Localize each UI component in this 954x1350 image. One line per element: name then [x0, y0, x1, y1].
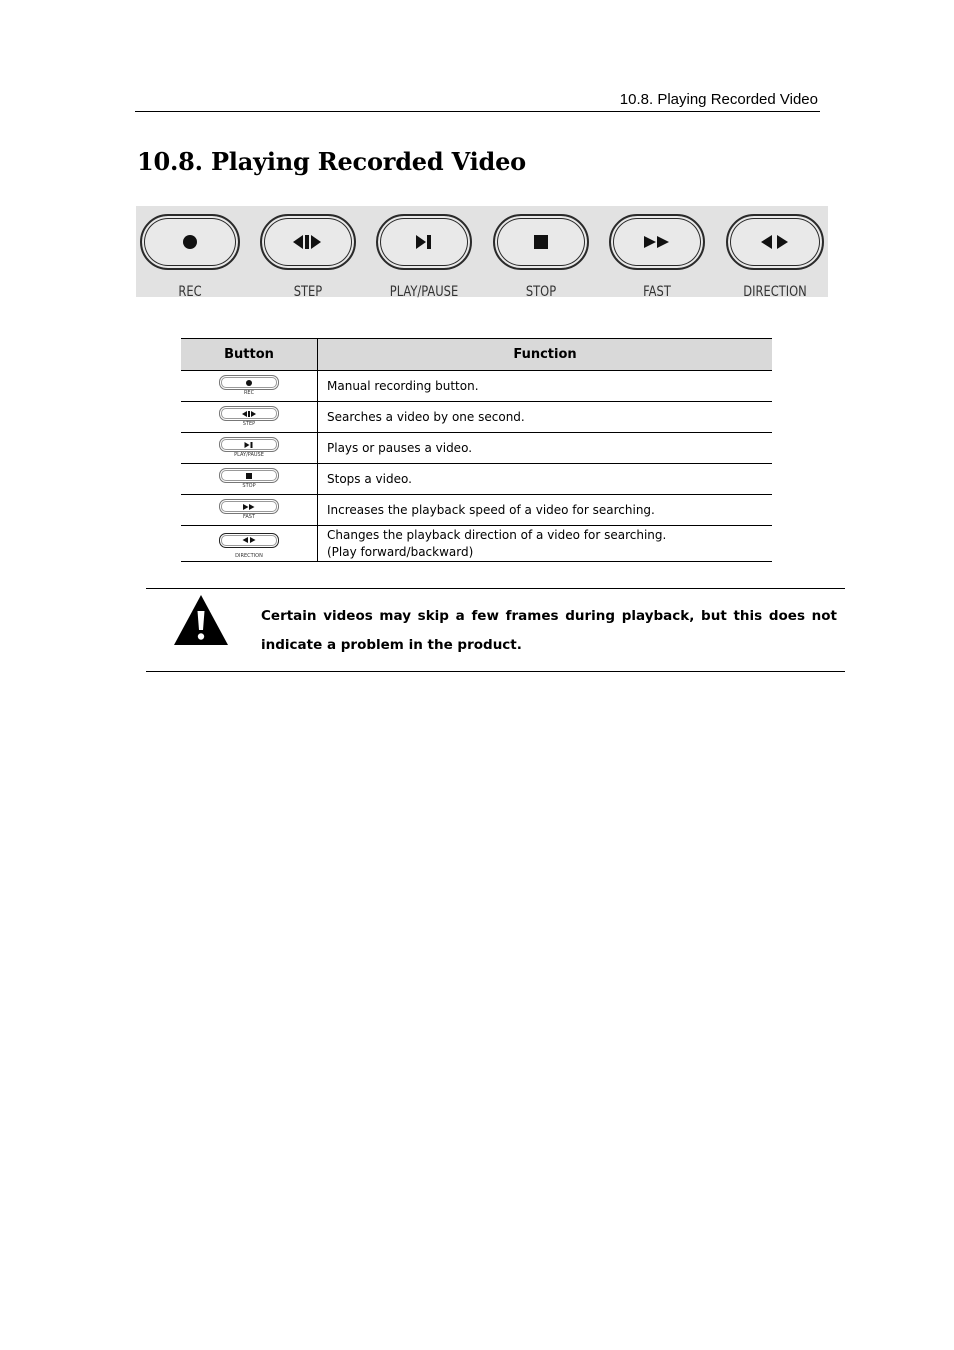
table-row — [181, 464, 772, 495]
button-cell — [181, 433, 318, 464]
fast-button-thumbnail — [219, 497, 279, 523]
running-header-title: 10.8. Playing Recorded Video — [619, 91, 818, 108]
step-label: STEP — [293, 284, 323, 300]
rec-label: REC — [178, 284, 202, 300]
fast-forward-icon — [243, 503, 256, 510]
fast-thumbnail-label: FAST — [242, 514, 256, 520]
button-cell — [181, 371, 318, 402]
function-cell: Plays or pauses a video. — [318, 433, 773, 464]
stop-button-thumbnail — [219, 466, 279, 492]
direction-icon — [760, 234, 790, 250]
column-header-button: Button — [181, 339, 318, 371]
function-cell — [318, 526, 773, 562]
page-title: 10.8. Playing Recorded Video — [137, 147, 526, 176]
fast-forward-icon — [643, 235, 671, 249]
table-row — [181, 433, 772, 464]
button-function-table — [181, 338, 772, 562]
function-cell: Stops a video. — [318, 464, 773, 495]
play-pause-icon — [244, 441, 255, 448]
function-cell: Searches a video by one second. — [318, 402, 773, 433]
function-text-line-2: (Play forward/backward) — [327, 544, 474, 559]
stop-button-graphic — [493, 214, 589, 270]
button-cell — [181, 402, 318, 433]
column-header-function: Function — [318, 339, 773, 371]
step-thumbnail-label: STEP — [242, 421, 256, 427]
table-row — [181, 402, 772, 433]
caution-note — [146, 588, 845, 672]
rec-button-thumbnail — [219, 373, 279, 399]
warning-icon — [173, 594, 229, 646]
function-text-line-1: Changes the playback direction of a video for searching. — [327, 527, 667, 542]
fast-button-graphic — [609, 214, 705, 270]
step-control — [260, 214, 356, 300]
play-pause-control — [376, 214, 472, 300]
direction-control — [726, 214, 824, 300]
direction-label: DIRECTION — [743, 284, 807, 300]
stop-icon — [533, 234, 549, 250]
playback-control-strip — [136, 206, 828, 300]
record-icon — [180, 232, 200, 252]
function-cell: Increases the playback speed of a video for searching. — [318, 495, 773, 526]
direction-icon — [242, 537, 256, 544]
direction-button-thumbnail — [219, 531, 279, 557]
fast-control — [609, 214, 705, 300]
direction-thumbnail-label: DIRECTION — [235, 552, 263, 559]
play-pause-icon — [414, 234, 434, 250]
play-pause-button-thumbnail — [219, 435, 279, 461]
stop-thumbnail-label: STOP — [242, 483, 256, 489]
step-button-graphic — [260, 214, 356, 270]
function-cell: Manual recording button. — [318, 371, 773, 402]
step-icon — [241, 410, 257, 417]
step-icon — [291, 234, 325, 250]
play-pause-label: PLAY/PAUSE — [389, 284, 459, 300]
direction-button-graphic — [726, 214, 824, 270]
record-icon — [245, 379, 253, 387]
running-header — [135, 88, 820, 112]
fast-label: FAST — [643, 284, 671, 300]
caution-text: Certain videos may skip a few frames during playback, but this does not indicate a problem in the product. — [261, 608, 837, 653]
rec-thumbnail-label: REC — [243, 390, 255, 396]
play-pause-button-graphic — [376, 214, 472, 270]
button-cell — [181, 495, 318, 526]
rec-control — [140, 214, 240, 300]
step-button-thumbnail — [219, 404, 279, 430]
stop-control — [493, 214, 589, 300]
play-pause-thumbnail-label: PLAY/PAUSE — [234, 452, 264, 458]
button-cell — [181, 526, 318, 562]
table-header-row — [181, 339, 772, 371]
table-row — [181, 526, 772, 562]
button-cell — [181, 464, 318, 495]
table-row — [181, 495, 772, 526]
stop-icon — [246, 472, 253, 479]
stop-label: STOP — [525, 284, 557, 300]
rec-button-graphic — [140, 214, 240, 270]
table-row — [181, 371, 772, 402]
